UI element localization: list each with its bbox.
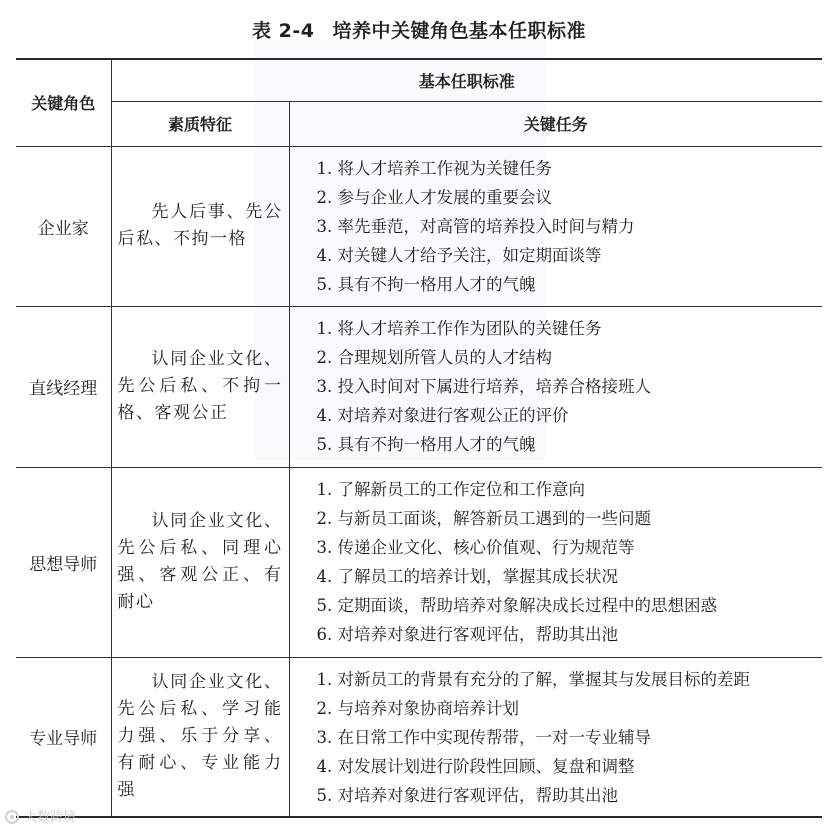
- tasks-cell: [289, 657, 822, 817]
- task-item: 5. 具有不拘一格用人才的气魄: [316, 434, 536, 454]
- table-number: 表 2-4: [252, 20, 315, 42]
- qualities-cell: 认同企业文化、先公后私、同理心强、客观公正、有耐心: [111, 467, 289, 657]
- task-item: 2. 合理规划所管人员的人才结构: [316, 347, 552, 367]
- task-item: 1. 了解新员工的工作定位和工作意向: [316, 479, 585, 499]
- brand-watermark: [4, 806, 76, 826]
- task-item: 4. 对发展计划进行阶段性回顾、复盘和调整: [316, 756, 635, 776]
- role-cell: 思想导师: [16, 467, 111, 657]
- task-item: 2. 与培养对象协商培养计划: [316, 698, 519, 718]
- table-row: [16, 146, 822, 306]
- task-item: 5. 对培养对象进行客观评估，帮助其出池: [316, 785, 618, 805]
- task-item: 1. 对新员工的背景有充分的了解，掌握其与发展目标的差距: [316, 669, 750, 689]
- task-item: 3. 在日常工作中实现传帮带，一对一专业辅导: [316, 727, 651, 747]
- task-item: 1. 将人才培养工作视为关键任务: [316, 158, 552, 178]
- header-qualities: 素质特征: [111, 101, 289, 146]
- task-item: 2. 与新员工面谈，解答新员工遇到的一些问题: [316, 508, 651, 528]
- task-item: 3. 率先垂范，对高管的培养投入时间与精力: [316, 216, 635, 236]
- header-key-role: 关键角色: [16, 59, 111, 146]
- brand-logo-icon: [4, 809, 20, 825]
- qualities-cell: 认同企业文化、先公后私、学习能力强、乐于分享、有耐心、专业能力强: [111, 657, 289, 817]
- header-basic-standards: 基本任职标准: [111, 59, 822, 101]
- task-item: 6. 对培养对象进行客观评估，帮助其出池: [316, 624, 618, 644]
- qualities-cell: 认同企业文化、先公后私、不拘一格、客观公正: [111, 306, 289, 467]
- task-item: 3. 投入时间对下属进行培养，培养合格接班人: [316, 376, 651, 396]
- brand-name: 大数跨境: [24, 809, 77, 825]
- standards-table: [16, 58, 822, 818]
- task-item: 4. 了解员工的培养计划，掌握其成长状况: [316, 566, 618, 586]
- task-item: 3. 传递企业文化、核心价值观、行为规范等: [316, 537, 635, 557]
- table-row: [16, 306, 822, 467]
- task-item: 5. 定期面谈，帮助培养对象解决成长过程中的思想困惑: [316, 595, 717, 615]
- task-item: 2. 参与企业人才发展的重要会议: [316, 187, 552, 207]
- role-cell: 企业家: [16, 146, 111, 306]
- task-item: 1. 将人才培养工作作为团队的关键任务: [316, 318, 602, 338]
- role-cell: 直线经理: [16, 306, 111, 467]
- table-row: [16, 657, 822, 817]
- table-title: 培养中关键角色基本任职标准: [332, 20, 586, 42]
- header-key-tasks: 关键任务: [289, 101, 822, 146]
- tasks-cell: [289, 467, 822, 657]
- table-caption: [0, 16, 838, 43]
- tasks-cell: [289, 306, 822, 467]
- table-row: [16, 467, 822, 657]
- qualities-cell: 先人后事、先公后私、不拘一格: [111, 146, 289, 306]
- tasks-cell: [289, 146, 822, 306]
- task-item: 5. 具有不拘一格用人才的气魄: [316, 274, 536, 294]
- task-item: 4. 对培养对象进行客观公正的评价: [316, 405, 569, 425]
- role-cell: 专业导师: [16, 657, 111, 817]
- task-item: 4. 对关键人才给予关注，如定期面谈等: [316, 245, 602, 265]
